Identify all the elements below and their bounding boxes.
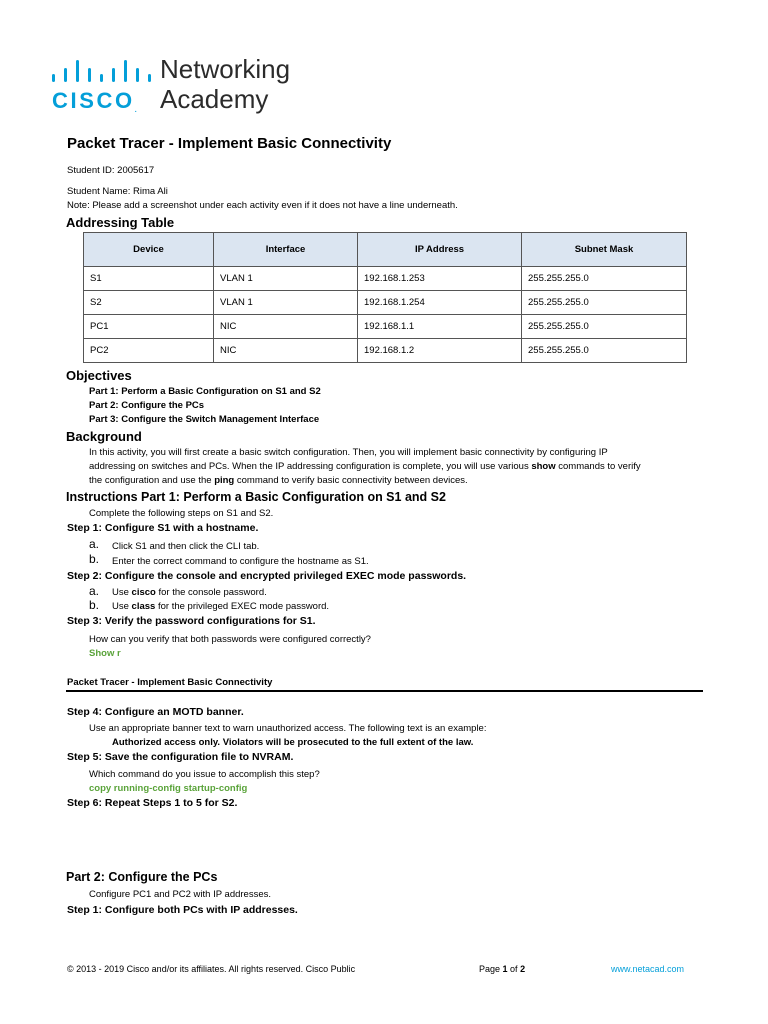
objective-part-2: Part 2: Configure the PCs: [89, 400, 205, 411]
table-cell: 255.255.255.0: [522, 315, 687, 339]
table-row: [84, 291, 687, 315]
table-cell: S1: [84, 267, 214, 291]
table-header-row: [84, 233, 687, 267]
page-header: Packet Tracer - Implement Basic Connectivity: [67, 677, 273, 688]
list-letter: b.: [89, 598, 100, 612]
background-line-3: the configuration and use the ping command to verify basic connectivity between devices.: [89, 475, 468, 486]
step1b-text: Enter the correct command to configure the hostname as S1.: [112, 556, 369, 567]
background-line-1: In this activity, you will first create a basic switch configuration. Then, you will implement basic connectivity by configuring IP: [89, 447, 608, 458]
footer-netacad-link[interactable]: www.netacad.com: [611, 964, 685, 974]
table-row: [84, 339, 687, 363]
table-cell: 192.168.1.2: [358, 339, 522, 363]
cisco-networking-academy-logo: [52, 56, 312, 120]
step4-heading: Step 4: Configure an MOTD banner.: [67, 706, 244, 718]
table-cell: VLAN 1: [214, 267, 358, 291]
table-row: [84, 315, 687, 339]
step3-question: How can you verify that both passwords were configured correctly?: [89, 634, 371, 645]
part2-heading: Part 2: Configure the PCs: [66, 870, 218, 884]
objective-part-1: Part 1: Perform a Basic Configuration on S1 and S2: [89, 386, 321, 397]
table-row: [84, 267, 687, 291]
table-cell: NIC: [214, 315, 358, 339]
step5-answer: copy running-config startup-config: [89, 783, 248, 794]
list-letter: a.: [89, 537, 100, 551]
part2-intro: Configure PC1 and PC2 with IP addresses.: [89, 889, 272, 900]
footer-page-number: Page 1 of 2: [479, 964, 526, 974]
table-cell: 255.255.255.0: [522, 267, 687, 291]
part2-step1-heading: Step 1: Configure both PCs with IP addresses.: [67, 904, 298, 916]
logo-networking-text: Networking: [160, 54, 291, 84]
table-cell: S2: [84, 291, 214, 315]
step4-example: Authorized access only. Violators will be prosecuted to the full extent of the law.: [112, 737, 474, 748]
cisco-wordmark: CISCO.: [52, 88, 137, 114]
table-header-cell: Subnet Mask: [522, 233, 687, 267]
table-cell: 192.168.1.1: [358, 315, 522, 339]
student-name: Student Name: Rima Ali: [67, 186, 168, 197]
table-cell: VLAN 1: [214, 291, 358, 315]
list-letter: a.: [89, 584, 100, 598]
student-id: Student ID: 2005617: [67, 165, 155, 176]
table-cell: 192.168.1.254: [358, 291, 522, 315]
table-cell: PC2: [84, 339, 214, 363]
step1-heading: Step 1: Configure S1 with a hostname.: [67, 522, 259, 534]
step6-heading: Step 6: Repeat Steps 1 to 5 for S2.: [67, 797, 238, 809]
logo-academy-text: Academy: [160, 84, 269, 114]
addressing-table: [83, 232, 687, 363]
objective-part-3: Part 3: Configure the Switch Management Interface: [89, 414, 320, 425]
table-header-cell: Interface: [214, 233, 358, 267]
background-heading: Background: [66, 429, 142, 444]
addressing-table-heading: Addressing Table: [66, 215, 175, 230]
table-cell: PC1: [84, 315, 214, 339]
step2b-text: Use class for the privileged EXEC mode password.: [112, 601, 330, 612]
header-rule: [66, 690, 703, 692]
table-header-cell: Device: [84, 233, 214, 267]
list-letter: b.: [89, 552, 100, 566]
table-cell: 255.255.255.0: [522, 339, 687, 363]
table-header-cell: IP Address: [358, 233, 522, 267]
step5-heading: Step 5: Save the configuration file to NVRAM.: [67, 751, 294, 763]
step1a-text: Click S1 and then click the CLI tab.: [112, 541, 260, 552]
step3-heading: Step 3: Verify the password configurations for S1.: [67, 615, 316, 627]
document-title: Packet Tracer - Implement Basic Connectivity: [67, 135, 392, 152]
note-text: Note: Please add a screenshot under each activity even if it does not have a line underneath.: [67, 200, 458, 211]
step3-answer: Show r: [89, 648, 121, 659]
table-cell: 255.255.255.0: [522, 291, 687, 315]
footer-copyright: © 2013 - 2019 Cisco and/or its affiliates. All rights reserved. Cisco Public: [67, 964, 356, 974]
background-line-2: addressing on switches and PCs. When the IP addressing configuration is complete, you will use various show commands to verify: [89, 461, 641, 472]
table-cell: 192.168.1.253: [358, 267, 522, 291]
step5-question: Which command do you issue to accomplish this step?: [89, 769, 320, 780]
step2-heading: Step 2: Configure the console and encrypted privileged EXEC mode passwords.: [67, 570, 467, 582]
cisco-bars-icon: [52, 58, 150, 82]
part1-intro: Complete the following steps on S1 and S2.: [89, 508, 274, 519]
table-cell: NIC: [214, 339, 358, 363]
step2a-text: Use cisco for the console password.: [112, 587, 267, 598]
objectives-heading: Objectives: [66, 368, 132, 383]
part1-heading: Instructions Part 1: Perform a Basic Configuration on S1 and S2: [66, 490, 446, 504]
step4-text: Use an appropriate banner text to warn unauthorized access. The following text is an example:: [89, 723, 487, 734]
